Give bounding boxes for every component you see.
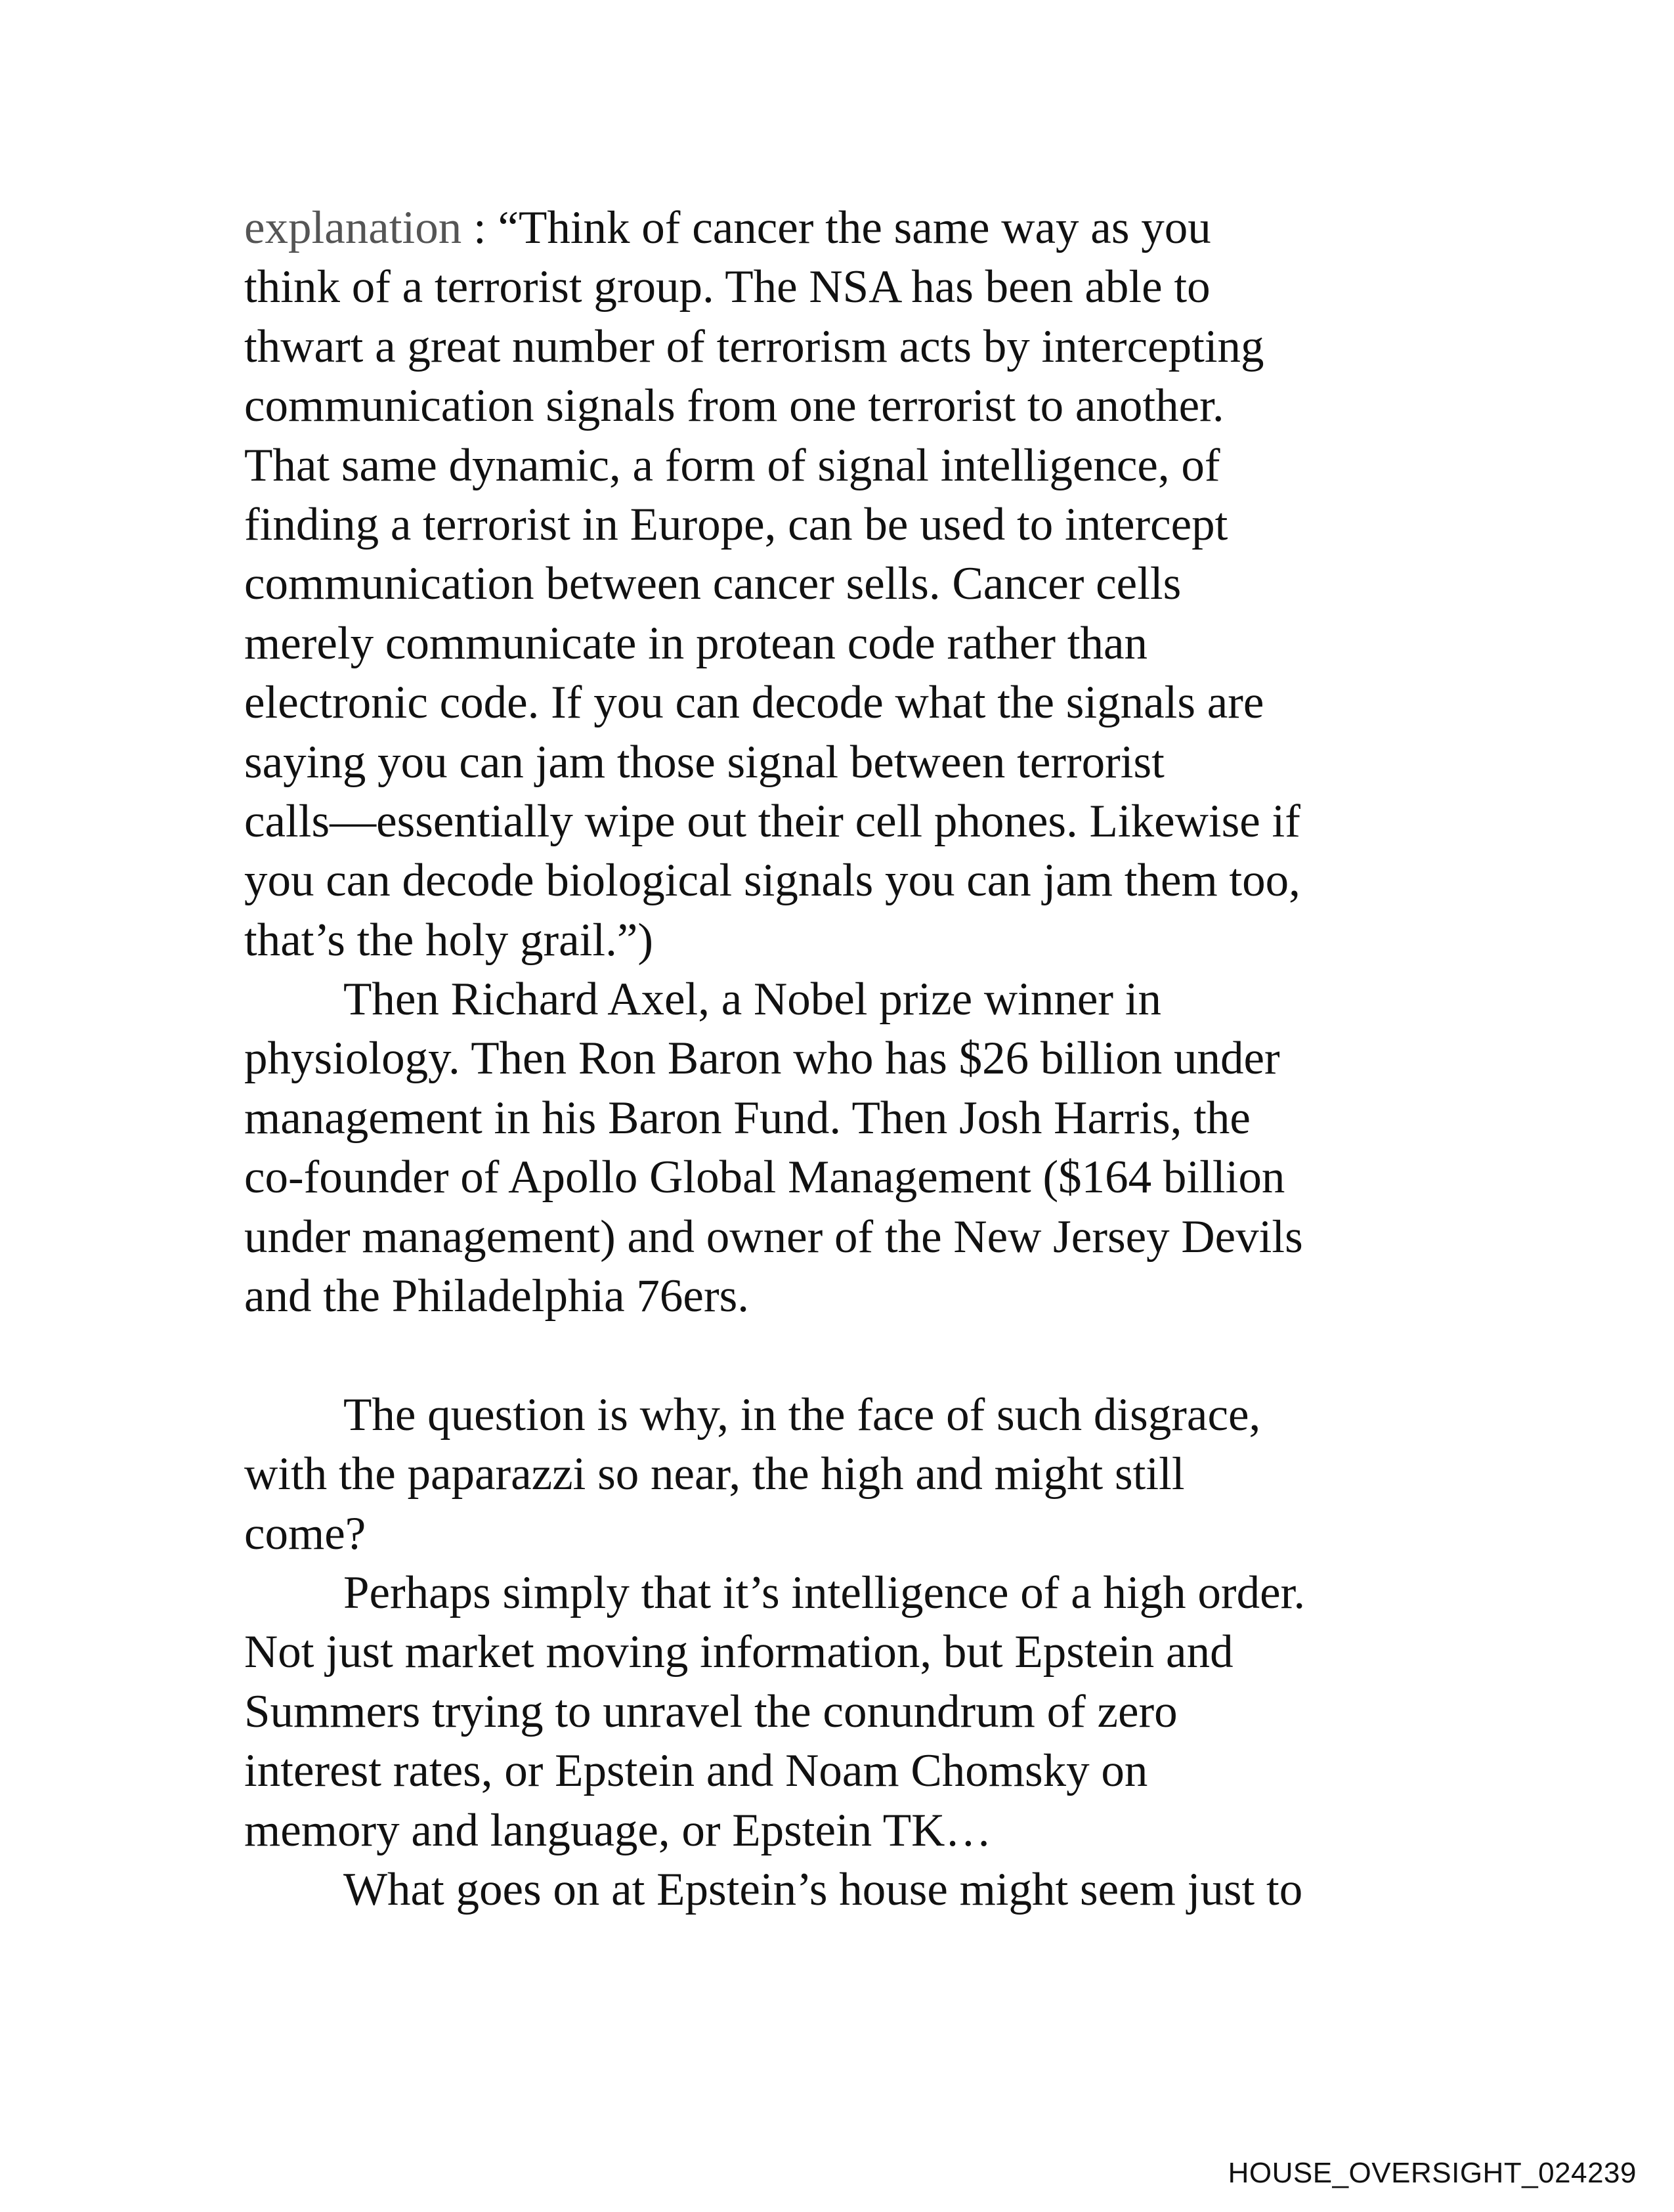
text-line: That same dynamic, a form of signal intelligence, of (244, 439, 1220, 491)
text-line: saying you can jam those signal between terrorist (244, 736, 1165, 788)
text-line: with the paparazzi so near, the high and might still (244, 1448, 1185, 1500)
text-line: Not just market moving information, but Epstein and (244, 1626, 1234, 1678)
text-line: physiology. Then Ron Baron who has $26 billion under (244, 1033, 1280, 1085)
text-line: finding a terrorist in Europe, can be used to intercept (244, 498, 1228, 550)
text-line: electronic code. If you can decode what the signals are (244, 677, 1264, 729)
text-line: thwart a great number of terrorism acts by intercepting (244, 320, 1264, 372)
text-line: that’s the holy grail.”) (244, 914, 654, 966)
text-line: merely communicate in protean code rather than (244, 617, 1148, 669)
text-line: come? (244, 1507, 366, 1559)
paragraph-start-line: Then Richard Axel, a Nobel prize winner in (343, 974, 1162, 1026)
text-line: think of a terrorist group. The NSA has been able to (244, 261, 1211, 313)
text-line-rest: : “Think of cancer the same way as you (461, 202, 1211, 253)
text-line: under management) and owner of the New Jersey Devils (244, 1211, 1303, 1263)
text-line: co-founder of Apollo Global Management ($164 billion (244, 1152, 1285, 1204)
paragraph-start-line: The question is why, in the face of such disgrace, (343, 1389, 1261, 1441)
text-line: you can decode biological signals you can jam them too, (244, 855, 1300, 907)
text-line: and the Philadelphia 76ers. (244, 1270, 749, 1322)
paragraph-start-line: What goes on at Epstein’s house might seem just to (343, 1863, 1303, 1915)
text-line (244, 198, 1492, 257)
text-line-lead: explanation (244, 202, 462, 253)
body-text (244, 198, 1492, 1919)
text-line: management in his Baron Fund. Then Josh Harris, the (244, 1092, 1251, 1144)
blank-line (244, 1326, 1492, 1385)
text-line: calls—essentially wipe out their cell phones. Likewise if (244, 795, 1300, 847)
paragraph-start-line: Perhaps simply that it’s intelligence of a high order. (343, 1567, 1306, 1618)
text-line: communication between cancer sells. Cancer cells (244, 558, 1182, 610)
text-line: interest rates, or Epstein and Noam Chomsky on (244, 1745, 1148, 1797)
text-line: Summers trying to unravel the conundrum of zero (244, 1685, 1178, 1737)
text-line: memory and language, or Epstein TK… (244, 1804, 992, 1856)
text-line: communication signals from one terrorist to another. (244, 380, 1224, 432)
bates-number: HOUSE_OVERSIGHT_024239 (1228, 2157, 1637, 2189)
